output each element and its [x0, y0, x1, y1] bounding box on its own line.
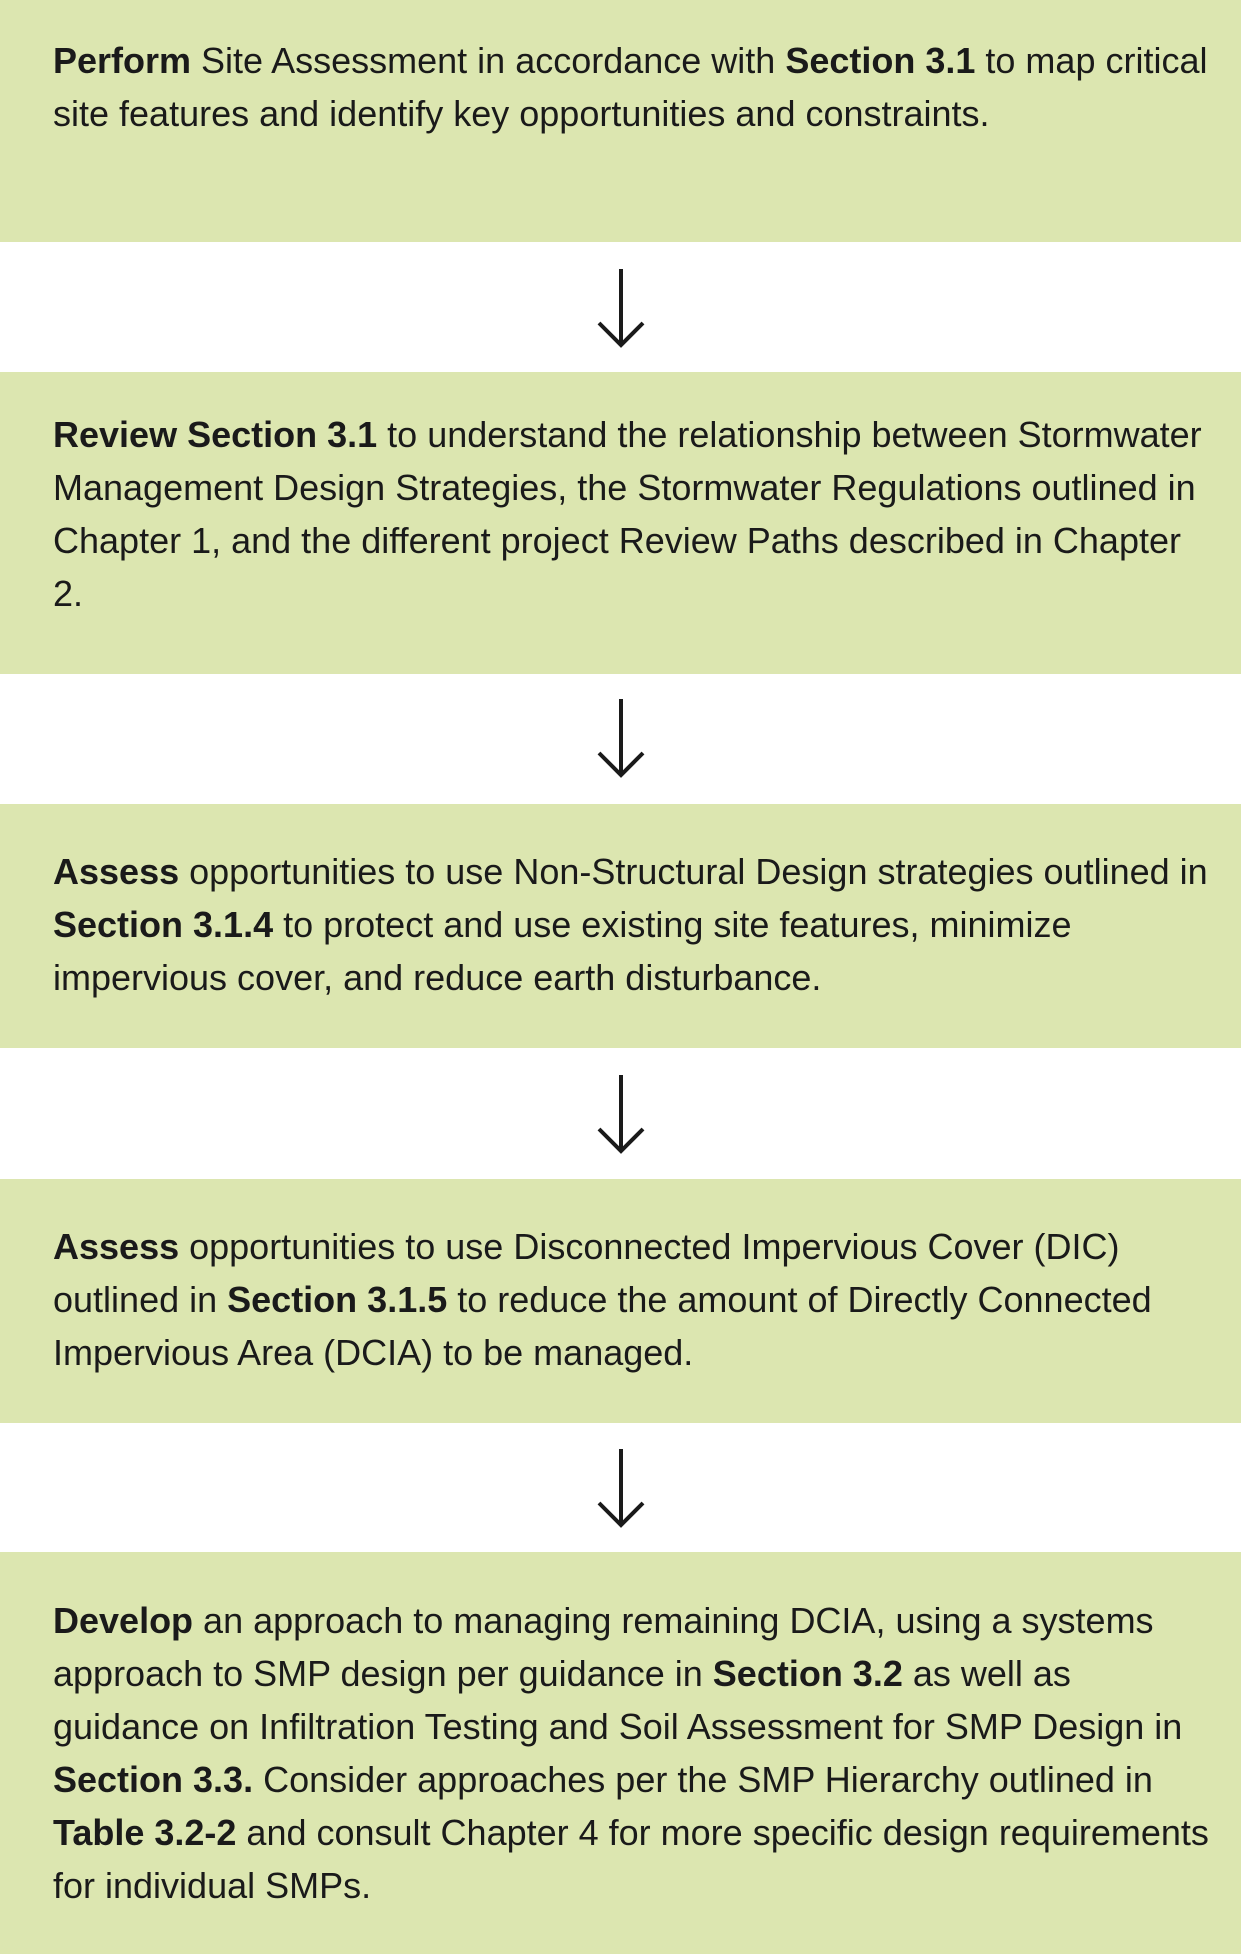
step-5-text: Develop an approach to managing remaining DCIA, using a systems approach to SMP design per guidance in Section 3.2 as well as guidance on Infiltration Testing and Soil Assessment for SMP Design in Section 3.3. Consider approaches per the SMP Hierarchy outlined in Table 3.2-2 and consult Chapter 4 for more specific design requirements for individual SMPs. [53, 1600, 1209, 1906]
step-1-text: Perform Site Assessment in accordance with Section 3.1 to map critical site features and identify key opportunities and constraints. [53, 40, 1208, 134]
step-5-section-ref-2: Section 3.3. [53, 1759, 254, 1800]
step-5-box [0, 1552, 1241, 1954]
step-3-text: Assess opportunities to use Non-Structural Design strategies outlined in Section 3.1.4 to protect and use existing site features, minimize impervious cover, and reduce earth disturbance. [53, 851, 1208, 998]
down-arrow-icon [594, 1446, 648, 1530]
down-arrow-icon [594, 696, 648, 780]
step-1-verb: Perform [53, 40, 192, 81]
step-2-verb: Review [53, 414, 178, 455]
step-2-text: Review Section 3.1 to understand the relationship between Stormwater Management Design Strategies, the Stormwater Regulations outlined in Chapter 1, and the different project Review Paths described in Chapter 2. [53, 414, 1202, 614]
step-5-section-ref: Section 3.2 [712, 1653, 903, 1694]
step-5-verb: Develop [53, 1600, 194, 1641]
step-3-section-ref: Section 3.1.4 [53, 904, 274, 945]
step-3-verb: Assess [53, 851, 180, 892]
step-4-box [0, 1179, 1241, 1423]
step-5-table-ref: Table 3.2-2 [53, 1812, 237, 1853]
step-3-box [0, 804, 1241, 1048]
step-4-verb: Assess [53, 1226, 180, 1267]
step-2-section-ref: Section 3.1 [187, 414, 378, 455]
down-arrow-icon [594, 266, 648, 350]
step-2-box [0, 372, 1241, 674]
step-1-box [0, 0, 1241, 242]
down-arrow-icon [594, 1072, 648, 1156]
step-4-section-ref: Section 3.1.5 [227, 1279, 448, 1320]
step-1-section-ref: Section 3.1 [785, 40, 976, 81]
step-4-text: Assess opportunities to use Disconnected Impervious Cover (DIC) outlined in Section 3.1.5 to reduce the amount of Directly Connected Impervious Area (DCIA) to be managed. [53, 1226, 1152, 1373]
